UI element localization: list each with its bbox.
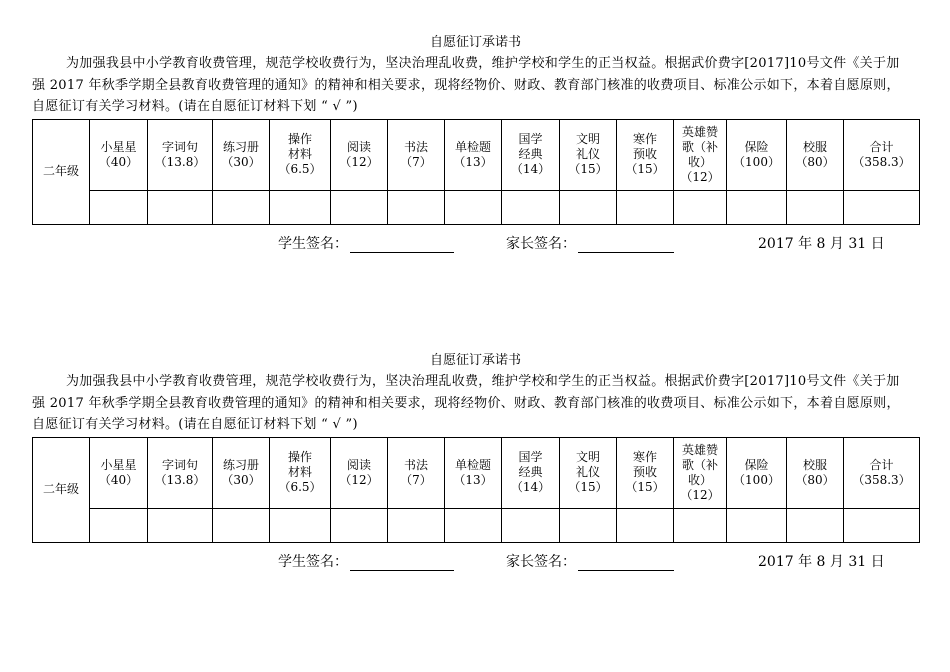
fee-item-header xyxy=(331,437,388,508)
fee-item-header xyxy=(331,119,388,190)
fee-item-name: 书法 xyxy=(403,457,428,472)
fee-item-header xyxy=(148,437,213,508)
fee-item-price: （7） xyxy=(400,154,432,169)
fee-item-header xyxy=(213,119,270,190)
fee-item-checkbox-cell[interactable] xyxy=(617,190,674,224)
fee-item-checkbox-cell[interactable] xyxy=(674,190,727,224)
parent-signature xyxy=(506,551,674,571)
fee-item-name: 阅读 xyxy=(346,139,371,154)
fee-item-price: （13） xyxy=(453,154,493,169)
fee-item-price: （100） xyxy=(733,154,780,169)
fee-item-header xyxy=(90,437,148,508)
fee-item-price: （40） xyxy=(98,154,139,169)
fee-item-price: （100） xyxy=(733,472,780,487)
fee-item-header xyxy=(270,437,331,508)
fee-item-price: （7） xyxy=(400,472,432,487)
fee-item-header xyxy=(727,437,787,508)
fee-item-name: 国学 经典 xyxy=(518,450,543,479)
student-signature-line[interactable] xyxy=(350,556,454,571)
fee-item-checkbox-cell[interactable] xyxy=(270,508,331,542)
fee-item-header xyxy=(787,437,844,508)
fee-item-price: （13.8） xyxy=(154,472,206,487)
fee-item-price: （15） xyxy=(625,162,665,176)
fee-item-checkbox-cell[interactable] xyxy=(727,190,787,224)
fee-item-name: 校服 xyxy=(802,457,827,472)
fee-item-name: 单检题 xyxy=(454,139,491,154)
fee-item-checkbox-cell[interactable] xyxy=(445,190,502,224)
fee-item-name: 操作 材料 xyxy=(287,450,312,479)
form-title: 自愿征订承诺书 xyxy=(429,353,521,368)
fee-item-checkbox-cell[interactable] xyxy=(560,190,617,224)
fee-item-checkbox-cell[interactable] xyxy=(560,508,617,542)
fee-item-price: （80） xyxy=(795,154,835,169)
fee-item-name: 单检题 xyxy=(454,457,491,472)
fee-item-name: 寒作 预收 xyxy=(632,450,657,479)
fee-item-header xyxy=(502,437,560,508)
grade-cell: 二年级 xyxy=(33,437,90,542)
fee-item-name: 保险 xyxy=(744,139,769,154)
fee-item-name: 阅读 xyxy=(346,457,371,472)
fee-item-header xyxy=(844,437,920,508)
fee-header-row xyxy=(33,437,920,508)
fee-item-price: （358.3） xyxy=(852,472,911,487)
fee-item-price: （13.8） xyxy=(154,154,206,169)
paragraph-line: 强 2017 年秋季学期全县教育收费管理的通知》的精神和相关要求，现将经物价、财政、教育部门核准的收费项目、标准公示如下，本着自愿原则， xyxy=(32,77,900,93)
fee-item-price: （14） xyxy=(510,480,551,494)
fee-item-price: （12） xyxy=(339,154,379,169)
fee-item-name: 字词句 xyxy=(161,457,198,472)
fee-item-name: 书法 xyxy=(403,139,428,154)
fee-item-header xyxy=(502,119,560,190)
fee-item-header xyxy=(148,119,213,190)
intro-paragraph xyxy=(32,371,919,436)
fee-item-name: 小星星 xyxy=(100,457,137,472)
fee-item-name: 练习册 xyxy=(222,139,259,154)
fee-item-header xyxy=(617,119,674,190)
fee-table xyxy=(32,437,920,543)
parent-signature-line[interactable] xyxy=(578,238,674,253)
fee-item-price: （15） xyxy=(568,162,608,176)
paragraph-line: 为加强我县中小学教育收费管理，规范学校收费行为，坚决治理乱收费，维护学校和学生的正当权益。根据武价费字[2017]10号文件《关于加 xyxy=(66,374,900,389)
fee-item-checkbox-cell[interactable] xyxy=(148,190,213,224)
fee-item-header xyxy=(617,437,674,508)
paragraph-line: 自愿征订有关学习材料。(请在自愿征订材料下划 “ √ ”) xyxy=(32,417,358,432)
form-date: 2017 年 8 月 31 日 xyxy=(758,235,885,252)
fee-item-price: （6.5） xyxy=(278,162,322,176)
fee-item-price: （15） xyxy=(625,480,665,494)
fee-item-name: 寒作 预收 xyxy=(632,132,657,161)
fee-item-name: 保险 xyxy=(744,457,769,472)
parent-signature-line[interactable] xyxy=(578,556,674,571)
grade-cell: 二年级 xyxy=(33,119,90,224)
fee-item-header xyxy=(560,119,617,190)
fee-item-price: （30） xyxy=(221,154,261,169)
fee-item-checkbox-cell[interactable] xyxy=(90,190,148,224)
fee-item-name: 字词句 xyxy=(161,139,198,154)
fee-item-name: 英雄赞 歌（补 收） xyxy=(681,124,718,169)
parent-sign-label: 家长签名： xyxy=(506,235,576,252)
paragraph-line: 为加强我县中小学教育收费管理，规范学校收费行为，坚决治理乱收费，维护学校和学生的正当权益。根据武价费字[2017]10号文件《关于加 xyxy=(66,56,900,71)
fee-item-price: （12） xyxy=(680,169,720,184)
intro-paragraph xyxy=(32,53,919,118)
fee-item-checkbox-cell[interactable] xyxy=(674,508,727,542)
fee-item-name: 文明 礼仪 xyxy=(575,450,600,479)
fee-item-price: （12） xyxy=(339,472,379,487)
commitment-form xyxy=(32,351,919,577)
student-signature-line[interactable] xyxy=(350,238,454,253)
fee-item-checkbox-cell[interactable] xyxy=(727,508,787,542)
fee-item-checkbox-cell[interactable] xyxy=(213,190,270,224)
checkmark-row xyxy=(33,508,920,542)
fee-item-checkbox-cell[interactable] xyxy=(213,508,270,542)
fee-item-name: 英雄赞 歌（补 收） xyxy=(681,442,718,487)
fee-item-header xyxy=(90,119,148,190)
fee-item-name: 练习册 xyxy=(222,457,259,472)
parent-signature xyxy=(506,233,674,253)
fee-item-checkbox-cell[interactable] xyxy=(502,190,560,224)
fee-item-header xyxy=(388,437,445,508)
fee-item-checkbox-cell[interactable] xyxy=(787,508,844,542)
fee-item-price: （6.5） xyxy=(278,480,322,494)
fee-item-checkbox-cell[interactable] xyxy=(331,508,388,542)
fee-item-header xyxy=(270,119,331,190)
fee-item-checkbox-cell[interactable] xyxy=(270,190,331,224)
fee-item-header xyxy=(674,119,727,190)
fee-item-header xyxy=(388,119,445,190)
fee-item-header xyxy=(213,437,270,508)
fee-item-price: （80） xyxy=(795,472,835,487)
paragraph-line: 自愿征订有关学习材料。(请在自愿征订材料下划 “ √ ”) xyxy=(32,99,358,114)
form-date: 2017 年 8 月 31 日 xyxy=(758,553,885,570)
fee-header-row xyxy=(33,119,920,190)
fee-item-name: 校服 xyxy=(802,139,827,154)
student-sign-label: 学生签名： xyxy=(278,553,348,570)
signature-row xyxy=(32,229,919,259)
fee-item-header xyxy=(445,119,502,190)
paragraph-line: 强 2017 年秋季学期全县教育收费管理的通知》的精神和相关要求，现将经物价、财政、教育部门核准的收费项目、标准公示如下，本着自愿原则， xyxy=(32,395,900,411)
fee-item-checkbox-cell[interactable] xyxy=(844,508,920,542)
checkmark-row xyxy=(33,190,920,224)
fee-item-checkbox-cell[interactable] xyxy=(617,508,674,542)
commitment-form xyxy=(32,33,919,259)
fee-item-name: 文明 礼仪 xyxy=(575,132,600,161)
fee-item-checkbox-cell[interactable] xyxy=(844,190,920,224)
fee-item-checkbox-cell[interactable] xyxy=(331,190,388,224)
fee-item-price: （12） xyxy=(680,487,720,502)
fee-item-checkbox-cell[interactable] xyxy=(148,508,213,542)
fee-item-name: 合计 xyxy=(869,139,894,154)
fee-item-checkbox-cell[interactable] xyxy=(90,508,148,542)
student-signature xyxy=(278,551,454,571)
fee-item-checkbox-cell[interactable] xyxy=(388,190,445,224)
fee-item-price: （40） xyxy=(98,472,139,487)
fee-item-header xyxy=(727,119,787,190)
fee-item-header xyxy=(445,437,502,508)
signature-row xyxy=(32,547,919,577)
fee-item-header xyxy=(674,437,727,508)
fee-item-name: 国学 经典 xyxy=(518,132,543,161)
form-title: 自愿征订承诺书 xyxy=(429,35,521,50)
fee-item-header xyxy=(844,119,920,190)
fee-table xyxy=(32,119,920,225)
fee-item-price: （358.3） xyxy=(852,154,911,169)
parent-sign-label: 家长签名： xyxy=(506,553,576,570)
fee-item-name: 合计 xyxy=(869,457,894,472)
fee-item-header xyxy=(787,119,844,190)
fee-item-header xyxy=(560,437,617,508)
fee-item-name: 操作 材料 xyxy=(287,132,312,161)
fee-item-checkbox-cell[interactable] xyxy=(502,508,560,542)
fee-item-price: （30） xyxy=(221,472,261,487)
fee-item-price: （13） xyxy=(453,472,493,487)
fee-item-checkbox-cell[interactable] xyxy=(445,508,502,542)
fee-item-price: （15） xyxy=(568,480,608,494)
fee-item-checkbox-cell[interactable] xyxy=(388,508,445,542)
fee-item-price: （14） xyxy=(510,162,551,176)
fee-item-name: 小星星 xyxy=(100,139,137,154)
fee-item-checkbox-cell[interactable] xyxy=(787,190,844,224)
student-signature xyxy=(278,233,454,253)
student-sign-label: 学生签名： xyxy=(278,235,348,252)
